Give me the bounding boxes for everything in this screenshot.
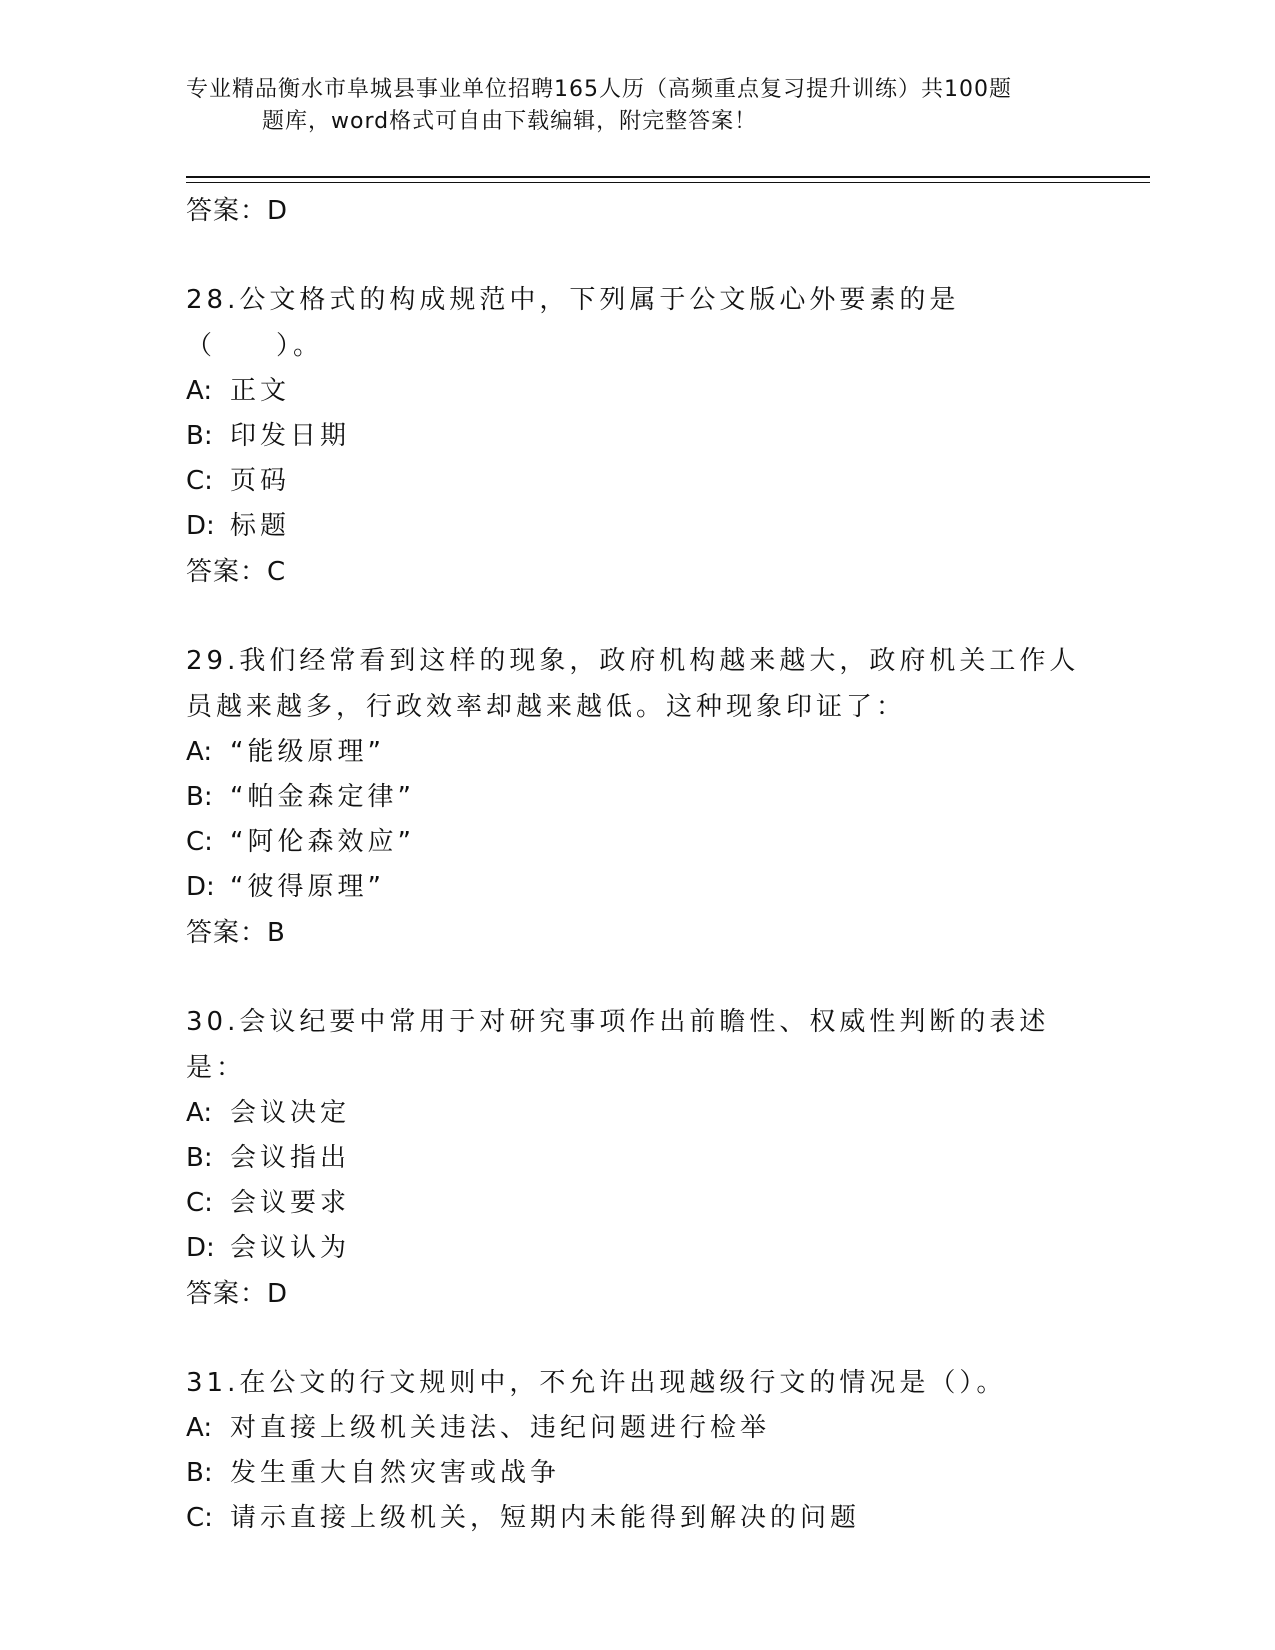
option-letter: B: (186, 782, 213, 812)
option-letter: C: (186, 1188, 213, 1218)
question-list (186, 188, 1086, 1541)
option-text: “帕金森定律” (230, 782, 415, 812)
option-a (186, 730, 1086, 775)
option-letter: A: (186, 1413, 213, 1443)
question-stem: 28.公文格式的构成规范中，下列属于公文版心外要素的是（ ）。 (186, 285, 960, 361)
question-29 (186, 638, 1086, 956)
option-c (186, 459, 1086, 504)
question-30 (186, 999, 1086, 1317)
header-rule-thick (186, 176, 1150, 178)
option-text: 会议决定 (230, 1098, 351, 1128)
option-d (186, 504, 1086, 549)
option-text: 会议要求 (230, 1188, 351, 1218)
option-letter: D: (186, 511, 215, 541)
question-stem: 30.会议纪要中常用于对研究事项作出前瞻性、权威性判断的表述是： (186, 1007, 1050, 1083)
document-header (186, 74, 1086, 138)
option-text: 标题 (230, 511, 291, 541)
option-d (186, 1226, 1086, 1271)
option-b (186, 414, 1086, 459)
question-31 (186, 1360, 1086, 1541)
option-c (186, 1496, 1086, 1541)
header-title-line2: 题库，word格式可自由下载编辑，附完整答案！ (262, 109, 758, 134)
option-b (186, 775, 1086, 820)
option-a (186, 1406, 1086, 1451)
option-text: 页码 (230, 466, 291, 496)
question-stem: 31.在公文的行文规则中，不允许出现越级行文的情况是（）。 (186, 1368, 1007, 1398)
option-letter: A: (186, 376, 213, 406)
option-letter: D: (186, 1233, 215, 1263)
answer: 答案：D (186, 1279, 289, 1309)
option-c (186, 820, 1086, 865)
option-letter: C: (186, 1503, 213, 1533)
option-letter: D: (186, 872, 215, 902)
option-a (186, 1091, 1086, 1136)
option-text: “彼得原理” (230, 872, 385, 902)
option-b (186, 1451, 1086, 1496)
question-28 (186, 277, 1086, 595)
option-b (186, 1136, 1086, 1181)
option-text: 会议认为 (230, 1233, 351, 1263)
option-text: 会议指出 (230, 1143, 351, 1173)
question-stem: 29.我们经常看到这样的现象，政府机构越来越大，政府机关工作人员越来越多，行政效率却越来越低。这种现象印证了： (186, 646, 1080, 722)
option-letter: B: (186, 421, 213, 451)
option-a (186, 369, 1086, 414)
option-letter: B: (186, 1143, 213, 1173)
option-letter: A: (186, 1098, 213, 1128)
header-title-line1: 专业精品衡水市阜城县事业单位招聘165人历（高频重点复习提升训练）共100题 (186, 77, 1012, 102)
option-d (186, 865, 1086, 910)
option-text: “能级原理” (230, 737, 385, 767)
option-letter: C: (186, 827, 213, 857)
answer: 答案：B (186, 918, 286, 948)
option-text: “阿伦森效应” (230, 827, 415, 857)
option-letter: C: (186, 466, 213, 496)
option-c (186, 1181, 1086, 1226)
option-text: 发生重大自然灾害或战争 (230, 1458, 561, 1488)
option-letter: A: (186, 737, 213, 767)
option-text: 印发日期 (230, 421, 351, 451)
option-text: 对直接上级机关违法、违纪问题进行检举 (230, 1413, 771, 1443)
answer: 答案：C (186, 557, 287, 587)
option-text: 请示直接上级机关，短期内未能得到解决的问题 (230, 1503, 861, 1533)
option-letter: B: (186, 1458, 213, 1488)
option-text: 正文 (230, 376, 291, 406)
header-rule-thin (186, 182, 1150, 183)
answer-previous: 答案：D (186, 196, 289, 226)
